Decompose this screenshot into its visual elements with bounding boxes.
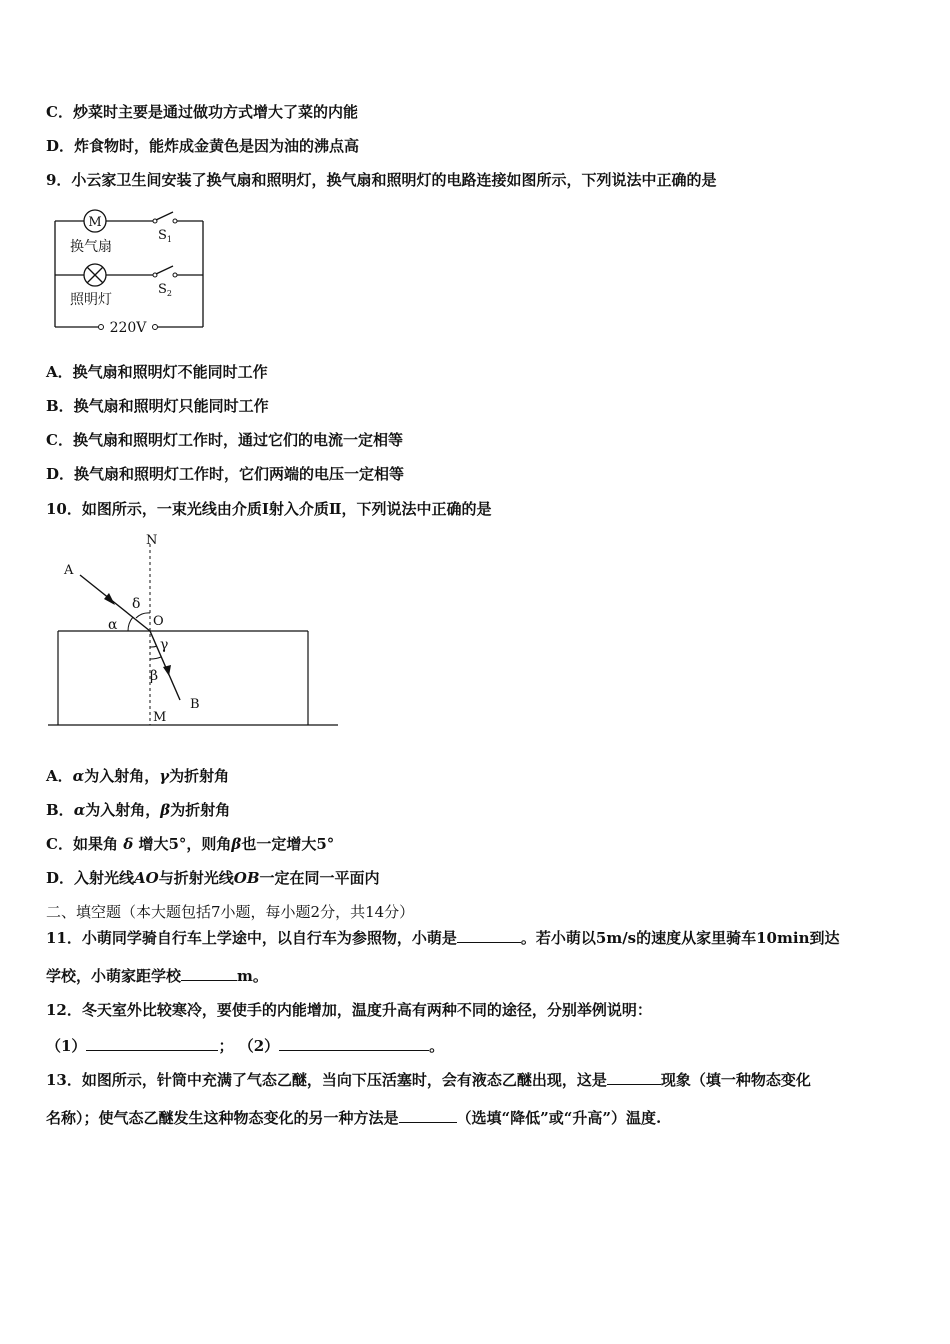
q9-option-a: A．换气扇和照明灯不能同时工作 <box>46 363 268 381</box>
q12-stem: 12．冬天室外比较寒冷，要使手的内能增加，温度升高有两种不同的途径，分别举例说明： <box>46 1001 652 1019</box>
label-beta: β <box>150 668 159 684</box>
q10-option-b: B．α为入射角，β为折射角 <box>46 801 231 819</box>
q10-option-c: C．如果角 δ 增大5°，则角β也一定增大5° <box>46 835 335 853</box>
q9-circuit-diagram <box>40 205 220 340</box>
label-m: M <box>153 710 167 725</box>
q12-answers: （1） ； （2） 。 <box>46 1037 445 1055</box>
svg-text:S2: $S_2$ <box>158 282 172 298</box>
label-delta: δ <box>132 596 141 612</box>
angle-beta-arc <box>150 657 161 659</box>
angle-delta-arc <box>136 613 150 618</box>
switch-s1-icon <box>156 212 173 220</box>
q8-option-d: D．炸食物时，能炸成金黄色是因为油的沸点高 <box>46 137 360 155</box>
refracted-arrow-icon <box>163 665 171 676</box>
voltage-label: 220V <box>109 320 147 336</box>
q13-line-1: 13．如图所示，针筒中充满了气态乙醚，当向下压活塞时，会有液态乙醚出现，这是 现象（填一种物态变化 <box>46 1071 811 1089</box>
q10-option-d: D．入射光线AO与折射光线OB一定在同一平面内 <box>46 869 380 887</box>
label-o: O <box>153 614 164 629</box>
svg-text:S1: $S_1$ <box>158 228 172 244</box>
fan-label: 换气扇 <box>70 239 112 255</box>
switch-s1-label: S <box>158 228 167 243</box>
label-alpha: α <box>108 617 118 633</box>
q13-line-2: 名称）；使气态乙醚发生这种物态变化的另一种方法是 （选填“降低”或“升高”）温度. <box>46 1109 662 1127</box>
q11-blank-2[interactable] <box>181 966 237 981</box>
q10-stem: 10．如图所示，一束光线由介质Ⅰ射入介质Ⅱ，下列说法中正确的是 <box>46 500 492 518</box>
q8-option-c: C．炒菜时主要是通过做功方式增大了菜的内能 <box>46 103 358 121</box>
label-gamma: γ <box>160 637 169 653</box>
label-b: B <box>190 697 200 712</box>
q11-line-2: 学校，小萌家距学校 m。 <box>46 967 268 985</box>
q9-stem: 9．小云家卫生间安装了换气扇和照明灯，换气扇和照明灯的电路连接如图所示，下列说法中正确的是 <box>46 171 717 189</box>
q9-option-c: C．换气扇和照明灯工作时，通过它们的电流一定相等 <box>46 431 403 449</box>
q13-blank-2[interactable] <box>399 1108 457 1123</box>
section-2-title: 二、填空题（本大题包括7小题，每小题2分，共14分） <box>46 903 415 921</box>
q9-option-b: B．换气扇和照明灯只能同时工作 <box>46 397 269 415</box>
angle-gamma-arc <box>150 646 157 647</box>
q10-refraction-diagram <box>40 530 350 730</box>
lamp-label: 照明灯 <box>70 292 112 308</box>
q12-blank-1[interactable] <box>86 1036 218 1051</box>
q10-option-a: A．α为入射角，γ为折射角 <box>46 767 230 785</box>
label-n: N <box>146 533 158 548</box>
angle-alpha-arc <box>128 617 133 631</box>
switch-s2-label: S <box>158 282 167 297</box>
q9-option-d: D．换气扇和照明灯工作时，它们两端的电压一定相等 <box>46 465 405 483</box>
label-a: A <box>64 563 74 578</box>
q11-blank-1[interactable] <box>457 928 521 943</box>
q12-blank-2[interactable] <box>279 1036 429 1051</box>
q13-blank-1[interactable] <box>607 1070 661 1085</box>
switch-s2-icon <box>156 266 173 274</box>
q11-line-1: 11．小萌同学骑自行车上学途中，以自行车为参照物，小萌是 。若小萌以5m/s的速度从家里骑车10min到达 <box>46 929 840 947</box>
motor-symbol: M <box>88 215 102 230</box>
